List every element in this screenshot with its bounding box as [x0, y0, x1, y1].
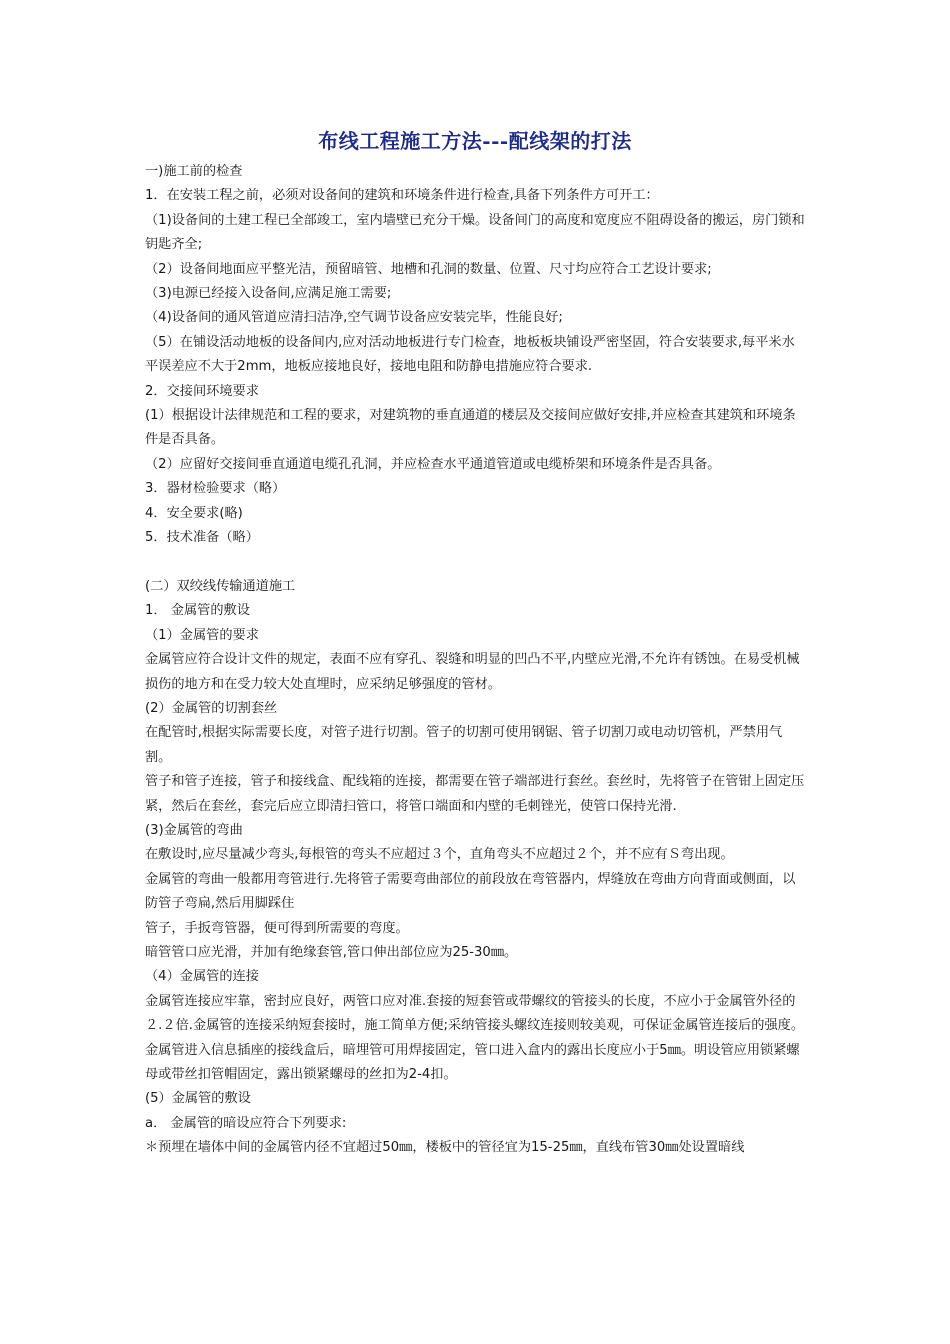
paragraph: （4）金属管的连接	[145, 969, 259, 985]
paragraph: （1)设备间的土建工程已全部竣工，室内墙壁已充分干燥。设备间门的高度和宽度应不阻碍设备的搬运，房门锁和钥匙齐全;	[145, 212, 805, 253]
paragraph: 在配管时,根据实际需要长度，对管子进行切割。管子的切割可使用钢锯、管子切割刀或电动切管机，严禁用气割。	[145, 725, 783, 765]
paragraph: (二）双绞线传输通道施工	[145, 578, 296, 594]
paragraph: 暗管管口应光滑，并加有绝缘套管,管口伸出部位应为25-30㎜。	[145, 944, 518, 960]
paragraph: （1）金属管的要求	[145, 627, 259, 643]
paragraph: （3)电源已经接入设备间,应满足施工需要;	[145, 286, 392, 302]
paragraph: 金属管的弯曲一般都用弯管进行.先将管子需要弯曲部位的前段放在弯管器内，焊缝放在弯曲方向背面或侧面，以防管子弯扁,然后用脚踩住	[145, 871, 796, 912]
paragraph: 在敷设时,应尽量减少弯头,每根管的弯头不应超过３个，直角弯头不应超过２个，并不应有Ｓ弯出现。	[145, 847, 734, 863]
paragraph: （4)设备间的通风管道应清扫洁净,空气调节设备应安装完毕，性能良好;	[145, 310, 563, 326]
paragraph: （5）在铺设活动地板的设备间内,应对活动地板进行专门检查，地板板块铺设严密坚固，符合安装要求,每平米水平误差应不大于2mm，地板应接地良好，接地电阻和防静电措施应符合要求.	[145, 334, 795, 375]
paragraph: (2）金属管的切割套丝	[145, 700, 278, 716]
paragraph: (3)金属管的弯曲	[145, 822, 243, 838]
paragraph: 5．技术准备（略）	[145, 530, 259, 546]
paragraph: ＊预埋在墙体中间的金属管内径不宜超过50㎜，楼板中的管径宜为15-25㎜，直线布管30㎜处设置暗线	[145, 1140, 745, 1156]
document-body	[145, 160, 807, 1161]
paragraph: 4．安全要求(略)	[145, 505, 243, 521]
paragraph: （2）设备间地面应平整光洁，预留暗管、地槽和孔洞的数量、位置、尺寸均应符合工艺设计要求;	[145, 261, 712, 277]
paragraph: 管子，手扳弯管器，便可得到所需要的弯度。	[145, 920, 409, 936]
paragraph: 2．交接间环境要求	[145, 383, 259, 399]
paragraph: a． 金属管的暗设应符合下列要求:	[145, 1115, 347, 1131]
paragraph: 一)施工前的检查	[145, 164, 243, 179]
paragraph: 金属管进入信息插座的接线盒后，暗埋管可用焊接固定，管口进入盒内的露出长度应小于5㎜。明设管应用锁紧螺母或带丝扣管帽固定，露出锁紧螺母的丝扣为2-4扣。	[145, 1042, 800, 1083]
blank-line	[145, 551, 807, 575]
paragraph: (5）金属管的敷设	[145, 1091, 251, 1107]
paragraph: (1）根据设计法律规范和工程的要求，对建筑物的垂直通道的楼层及交接间应做好安排,并应检查其建筑和环境条件是否具备。	[145, 408, 796, 448]
paragraph: 1．在安装工程之前，必须对设备间的建筑和环境条件进行检查,具备下列条件方可开工：	[145, 188, 659, 204]
paragraph: 3．器材检验要求（略）	[145, 481, 286, 497]
paragraph: （2）应留好交接间垂直通道电缆孔孔洞，并应检查水平通道管道或电缆桥架和环境条件是否具备。	[145, 456, 721, 472]
paragraph: 金属管连接应牢靠，密封应良好，两管口应对准.套接的短套管或带螺纹的管接头的长度，不应小于金属管外径的２.２倍.金属管的连接采纳短套接时，施工简单方便;采纳管接头螺纹连接则较美观，可保证金属管连接后的强度。	[145, 993, 805, 1034]
paragraph: 1． 金属管的敷设	[145, 603, 250, 619]
paragraph: 金属管应符合设计文件的规定，表面不应有穿孔、裂缝和明显的凹凸不平,内壁应光滑,不允许有锈蚀。在易受机械损伤的地方和在受力较大处直埋时，应采纳足够强度的管材。	[145, 652, 800, 692]
document-title: 布线工程施工方法---配线架的打法	[318, 129, 632, 153]
paragraph: 管子和管子连接，管子和接线盒、配线箱的连接，都需要在管子端部进行套丝。套丝时，先将管子在管钳上固定压紧，然后在套丝，套完后应立即清扫管口，将管口端面和内壁的毛刺锉光，使管口保持光滑.	[145, 774, 805, 814]
